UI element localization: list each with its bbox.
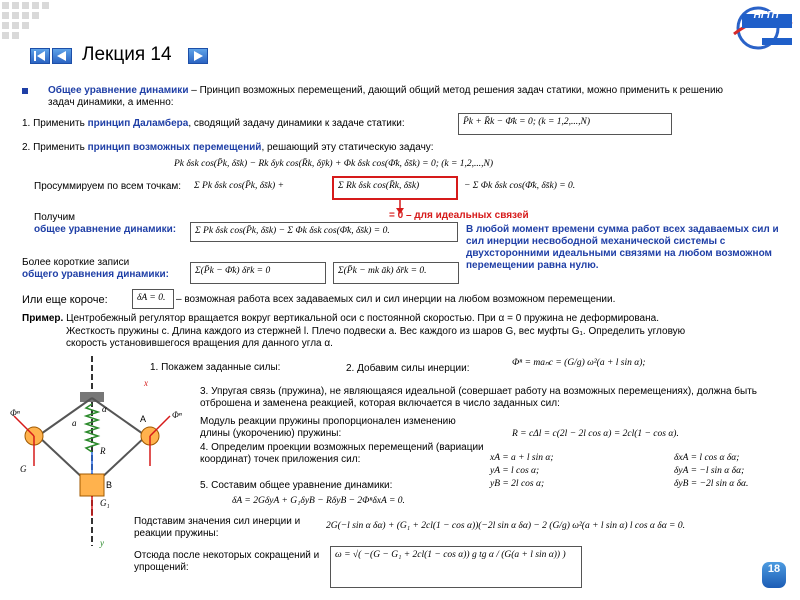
decorative-grid — [0, 0, 70, 40]
previous-slide-button[interactable] — [52, 48, 72, 64]
example-line-3: скорость установившегося вращения для данного угла α. — [66, 338, 333, 349]
skip-back-icon — [31, 49, 49, 63]
item-2-prefix: 2. Применить — [22, 142, 88, 153]
first-slide-button[interactable] — [30, 48, 50, 64]
intro-paragraph — [48, 85, 748, 109]
point-a-label: A — [140, 414, 147, 424]
step-5: 5. Составим общее уравнение динамики: — [200, 480, 393, 491]
coordinate-ya: yA = l cos α; — [490, 466, 540, 476]
general-equation-formula: Σ Pk δsk cos(P̄k, δs̄k) − Σ Φk δsk cos(Φ̄k, δs̄k) = 0. — [190, 222, 458, 242]
item-1-prefix: 1. Применить — [22, 118, 88, 129]
spring-reaction-formula: R = cΔl = c(2l − 2l cos α) = 2cl(1 − cos α). — [508, 426, 724, 444]
item-2 — [22, 142, 434, 154]
weight-label: G — [20, 464, 27, 474]
shorter-text: – возможная работа всех задаваемых сил и сил инерции на любом возможном перемещении. — [176, 294, 616, 305]
governor-diagram — [8, 356, 208, 552]
intro-term: Общее уравнение динамики — [48, 85, 189, 96]
variation-ya: δyA = −l sin α δα; — [674, 466, 745, 476]
coordinate-xa: xA = a + l sin α; — [490, 453, 554, 463]
phi-right-label: Φⁿ — [172, 410, 182, 420]
general-label-1: Получим — [34, 212, 76, 223]
angular-velocity-formula: ω = √( −(G − G₁ + 2cl(1 − cos α)) g tg α / (G(a + l sin α)) ) — [330, 546, 582, 588]
phi-left-label: Φⁿ — [10, 408, 20, 418]
step-4: 4. Определим проекции возможных перемещений (вариации координат) точек приложения сил: — [200, 442, 484, 465]
coordinates-list — [486, 450, 634, 506]
step-1: 1. Покажем заданные силы: — [150, 362, 281, 373]
item-1 — [22, 118, 405, 130]
next-slide-button[interactable] — [188, 48, 208, 64]
shorter-label: Или еще короче: — [22, 294, 108, 306]
intro-text: – Принцип возможных перемещений, дающий общий метод решения задач статики, можно применить к решению задач динамики, а именно: — [48, 85, 724, 108]
variation-yb: δyB = −2l sin α δα. — [674, 479, 749, 489]
ideal-constraints-note: = 0 – для идеальных связей — [389, 210, 529, 221]
page-number-badge: 18 — [762, 562, 786, 588]
point-b-label: B — [106, 480, 113, 490]
short-formula-2: Σ(P̄k − mk āk) δr̄k = 0. — [333, 262, 459, 284]
example-text-1: Центробежный регулятор вращается вокруг вертикальной оси с постоянной скоростью. При α = 0 пружина не деформирована. — [63, 313, 659, 324]
arrow-left-icon — [53, 49, 71, 63]
step-3: 3. Упругая связь (пружина), не являющаяся идеальной (совершает работу на возможных перемещениях), должна быть отброшена и заменена реакцией, которая включается в число заданных сил: — [200, 386, 758, 409]
result-label: Отсюда после некоторых сокращений и упрощений: — [134, 550, 320, 573]
example-label: Пример. — [22, 313, 64, 324]
example-line-2: Жесткость пружины c. Длина каждого из стержней l. Плечо подвески a. Вес каждого из шаров G, вес муфты G₁. Определить угловую — [66, 326, 686, 337]
arm-label-a: a — [72, 418, 77, 428]
example-line-1 — [22, 313, 659, 325]
y-axis-label: y — [100, 538, 104, 548]
reaction-label: R — [100, 446, 106, 456]
step-2: 2. Добавим силы инерции: — [346, 363, 470, 374]
sum-label: Просуммируем по всем точкам: — [34, 181, 182, 192]
step-3-reaction: Модуль реакции пружины пропорционален изменению длины (укорочению) пружины: — [200, 416, 456, 439]
coordinate-yb: yB = 2l cos α; — [490, 479, 545, 489]
dalembert-formula: P̄k + R̄k − Φ̄k = 0; (k = 1,2,...,N) — [458, 113, 672, 135]
item-1-term: принцип Даламбера — [87, 118, 189, 129]
item-2-suffix: , решающий эту статическую задачу: — [261, 142, 434, 153]
virtual-work-zero-formula: δA = 0. — [132, 289, 174, 309]
bullet-marker — [22, 88, 28, 94]
virtual-work-formula: Pk δsk cos(P̄k, δs̄k) − Rk δyk cos(R̄k, δȳk) + Φk δsk cos(Φ̄k, δs̄k) = 0; (k = 1,2,...,N) — [170, 156, 618, 176]
sum-formula-reactions: Σ Rk δsk cos(R̄k, δs̄k) — [332, 176, 458, 200]
short-forms-label-1: Более короткие записи — [22, 257, 130, 268]
alpha-label: α — [102, 404, 107, 414]
page-title: Лекция 14 — [82, 44, 172, 65]
sleeve-weight-label: G₁ — [100, 498, 110, 508]
short-formula-1: Σ(P̄k − Φ̄k) δr̄k = 0 — [190, 262, 326, 284]
sum-formula-a: Σ Pk δsk cos(P̄k, δs̄k) + — [190, 178, 332, 198]
sum-formula-c: − Σ Φk δsk cos(Φ̄k, δs̄k) = 0. — [460, 178, 620, 198]
logo-text: НГПТ — [753, 10, 781, 21]
inertia-force-formula: Φⁿ = maₙc = (G/g) ω²(a + l sin α); — [508, 355, 708, 375]
item-1-suffix: , сводящий задачу динамики к задаче статики: — [188, 118, 405, 129]
substituted-equation: 2G(−l sin α δα) + (G₁ + 2cl(1 − cos α))(−2l sin α δα) − 2 (G/g) ω²(a + l sin α) l cos α δα = 0. — [322, 518, 792, 540]
arrow-right-icon — [189, 49, 207, 63]
general-equation-example: δA = 2GδyA + G₁δyB − RδyB − 2ΦⁿδxA = 0. — [228, 493, 472, 511]
short-forms-label-2: общего уравнения динамики: — [22, 269, 169, 280]
general-label-2: общее уравнение динамики: — [34, 224, 177, 235]
variation-xa: δxA = l cos α δα; — [674, 453, 740, 463]
substitute-label: Подставим значения сил инерции и реакции пружины: — [134, 516, 301, 539]
item-2-term: принцип возможных перемещений — [87, 142, 262, 153]
x-axis-label: x — [144, 378, 148, 388]
principle-statement: В любой момент времени сумма работ всех задаваемых сил и сил инерции несвободной механической системы с двухсторонними идеальными связями на любом возможном перемещении равна нулю. — [466, 224, 779, 271]
variations-list — [670, 450, 796, 506]
